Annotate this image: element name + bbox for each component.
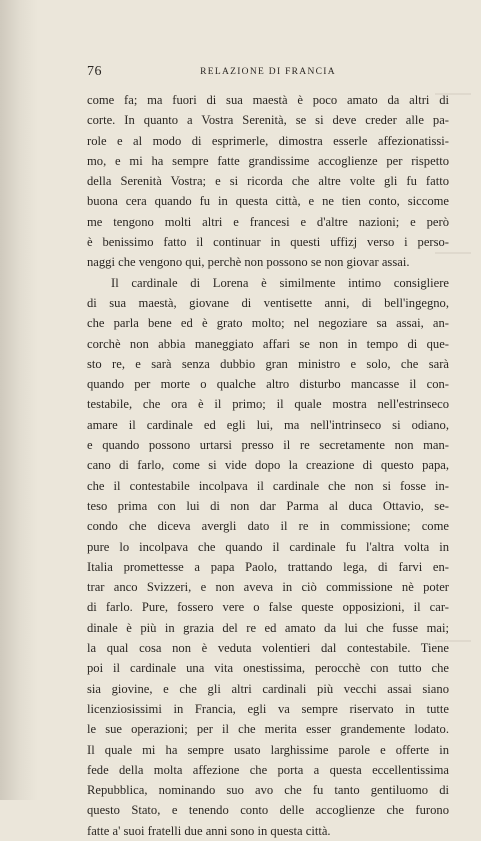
text-line: Repubblica, nominando suo avo che fu tanto gentiluomo di <box>87 783 449 798</box>
text-line: pure lo incolpava che quando il cardinale fu l'altra volta in <box>87 539 449 554</box>
paragraph <box>87 90 449 273</box>
text-line: mo, e mi ha sempre fatte grandissime accoglienze per rispetto <box>87 153 449 168</box>
text-line: me tengono molti altri e francesi e d'altre nazioni; e però <box>87 214 449 229</box>
text-line: cano di farlo, come si vide dopo la creazione di questo papa, <box>87 458 449 473</box>
text-line: dinale è più in grazia del re ed amato da lui che fusse mai; <box>87 620 449 635</box>
book-page <box>87 64 449 841</box>
text-line: le sue operazioni; per il che merita esser grandemente lodato. <box>87 722 449 737</box>
running-title: RELAZIONE DI FRANCIA <box>200 67 336 77</box>
text-line: amare il cardinale ed egli lui, ma nell'intrinseco si odiano, <box>87 417 449 432</box>
text-line: Italia promettesse a papa Paolo, trattando lega, di farvi en- <box>87 559 449 574</box>
paragraph <box>87 273 449 841</box>
text-line: corchè non abbia maneggiato affari se non in tempo di que- <box>87 336 449 351</box>
text-line: testabile, che ora è il primo; il quale mostra nell'estrinseco <box>87 397 449 412</box>
text-line: sto re, e sarà senza dubbio gran ministro e solo, che sarà <box>87 356 449 371</box>
text-line: che parla bene ed è grato molto; nel negoziare sa assai, an- <box>87 316 449 331</box>
text-line: di farlo. Pure, fossero vere o false queste opposizioni, il car- <box>87 600 449 615</box>
text-line: Il cardinale di Lorena è similmente intimo consigliere <box>111 275 449 290</box>
text-line: licenziosissimi in Francia, egli va sempre riservato in tutte <box>87 701 449 716</box>
text-line: di sua maestà, giovane di ventisette anni, di bell'ingegno, <box>87 295 449 310</box>
text-line: fede della molta affezione che porta a questa eccellentissima <box>87 762 449 777</box>
text-line: della Serenità Vostra; e si ricorda che altre volte gli fu fatto <box>87 174 449 189</box>
text-line: role e al modo di esprimerle, dimostra esserle affezionatissi- <box>87 133 449 148</box>
text-line: buona cera quando fu in questa città, e ne tien conto, siccome <box>87 194 449 209</box>
text-line: la qual cosa non è veduta volentieri dal contestabile. Tiene <box>87 641 449 656</box>
running-head <box>87 64 449 86</box>
text-line: come fa; ma fuori di sua maestà è poco amato da altri di <box>87 93 449 107</box>
text-line: trar anco Svizzeri, e non aveva in ciò commissione nè poter <box>87 580 449 595</box>
body-text <box>87 90 449 841</box>
text-line: poi il cardinale una vita onestissima, perocchè con tutto che <box>87 661 449 676</box>
text-line: fatte a' suoi fratelli due anni sono in questa città. <box>87 823 331 838</box>
page-number: 76 <box>87 64 102 79</box>
text-line: è benissimo fatto il continuar in questi uffizj verso i perso- <box>87 235 449 250</box>
text-line: teso prima con lui di non dar Parma al duca Ottavio, se- <box>87 498 449 513</box>
text-line: naggi che vengono qui, perchè non possono se non giovar assai. <box>87 255 410 270</box>
text-line: Il quale mi ha sempre usato larghissime parole e offerte in <box>87 742 449 757</box>
text-line: questo Stato, e tenendo conto delle accoglienze che furono <box>87 803 449 818</box>
binding-shadow <box>0 0 38 800</box>
text-line: condo che diceva avergli dato il re in commissione; come <box>87 519 449 534</box>
text-line: e quando possono urtarsi presso il re secretamente non man- <box>87 438 449 453</box>
text-line: corte. In quanto a Vostra Serenità, se si deve creder alle pa- <box>87 113 449 128</box>
text-line: quando per morte o qualche altro disturbo mancasse il con- <box>87 377 449 392</box>
text-line: che il contestabile incolpava il cardinale che non si fosse in- <box>87 478 449 493</box>
text-line: sia giovine, e che gli altri cardinali più vecchi assai siano <box>87 681 449 696</box>
